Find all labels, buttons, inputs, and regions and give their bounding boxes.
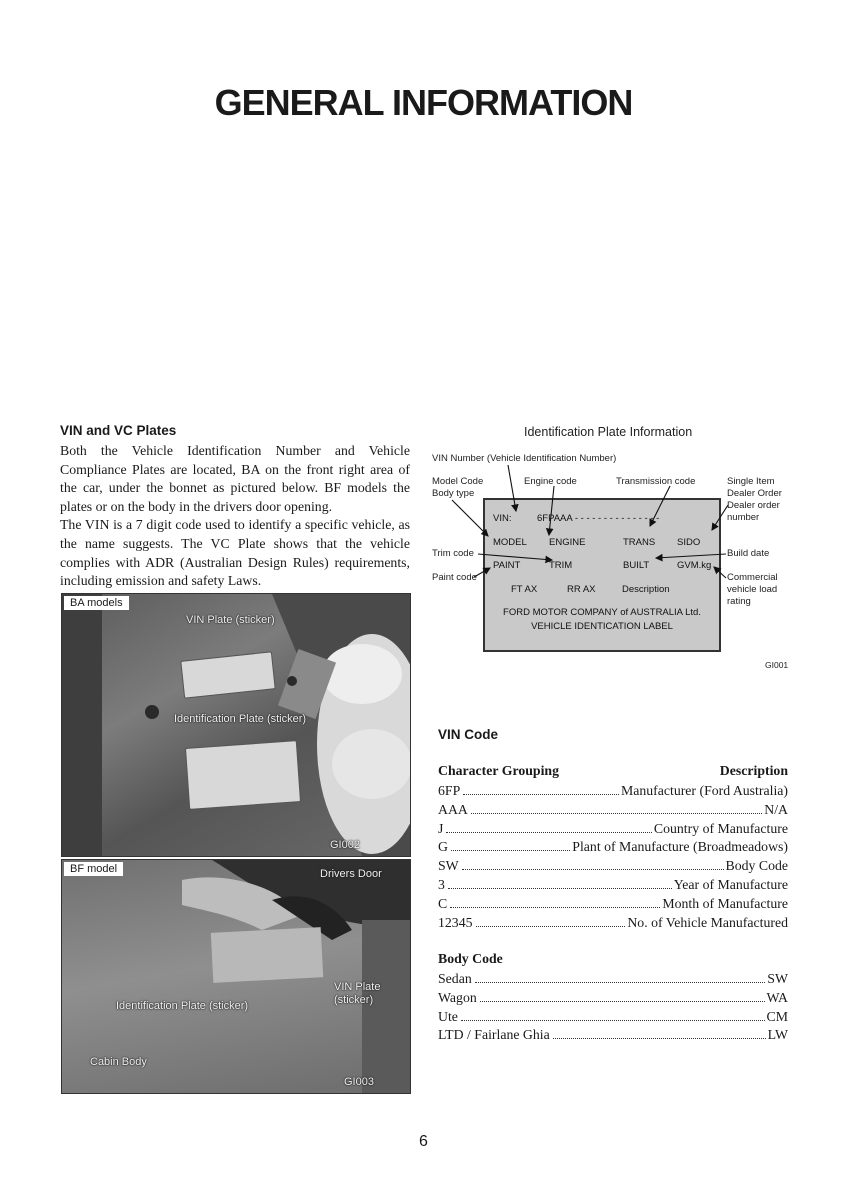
plate-paint: PAINT <box>493 560 521 571</box>
vin-code-row-description: Year of Manufacture <box>673 876 788 892</box>
plate-vin-value: 6FPAAA - - - - - - - - - - - - - - - <box>537 513 660 524</box>
photo-bf-code: GI003 <box>344 1076 374 1088</box>
identification-plate-sticker <box>185 740 301 810</box>
diagram-single-item-1: Single Item <box>727 476 775 487</box>
photo-ba-models <box>61 593 411 857</box>
vin-code-row <box>438 915 788 934</box>
photo-bf-label: BF model <box>64 862 123 876</box>
vin-code-row-description: Body Code <box>725 858 788 874</box>
body-code-row-description: WA <box>766 989 788 1005</box>
dot-leader <box>451 850 570 851</box>
dot-leader <box>450 907 660 908</box>
plate-ft-ax: FT AX <box>511 584 538 595</box>
diagram-trim-code-label: Trim code <box>432 548 474 559</box>
photo-bf-vin-plate-caption-2: (sticker) <box>334 994 374 1006</box>
dot-leader <box>553 1038 766 1039</box>
vin-code-row <box>438 858 788 877</box>
plate-model: MODEL <box>493 537 527 548</box>
photo-ba-code: GI002 <box>330 839 360 851</box>
vin-code-row-description: No. of Vehicle Manufactured <box>627 914 788 930</box>
vin-code-row-description: N/A <box>764 801 788 817</box>
body-code-row <box>438 971 788 990</box>
dot-leader <box>446 832 652 833</box>
vin-vc-text <box>60 442 410 591</box>
vin-code-table <box>438 763 788 933</box>
body-code-row <box>438 1009 788 1028</box>
dot-leader <box>475 982 766 983</box>
diagram-build-date-label: Build date <box>727 548 770 559</box>
photo-bf-drivers-door-caption: Drivers Door <box>320 868 382 880</box>
vin-code-row <box>438 783 788 802</box>
vin-code-row-code: J <box>438 820 444 836</box>
vin-code-row-description: Country of Manufacture <box>653 820 788 836</box>
diagram-engine-code-label: Engine code <box>524 476 577 487</box>
body-code-row <box>438 1027 788 1046</box>
dot-leader <box>463 794 619 795</box>
plate-description: Description <box>622 584 670 595</box>
vin-code-row <box>438 877 788 896</box>
dot-leader <box>462 869 724 870</box>
diagram-vin-number-label: VIN Number (Vehicle Identification Number) <box>432 453 617 464</box>
vin-code-row <box>438 839 788 858</box>
page-number: 6 <box>419 1133 428 1150</box>
dot-leader <box>448 888 672 889</box>
plate-label-text: VEHICLE IDENTICATION LABEL <box>531 621 673 632</box>
diagram-model-code-label: Model Code <box>432 476 484 487</box>
diagram-single-item-4: number <box>727 512 760 523</box>
vin-code-col-description: Description <box>719 763 788 778</box>
photo-bf-id-plate-caption: Identification Plate (sticker) <box>116 1000 249 1012</box>
vin-code-row <box>438 896 788 915</box>
identification-plate <box>483 498 721 652</box>
vin-code-row-code: SW <box>438 858 459 874</box>
vin-code-row-code: 6FP <box>438 783 461 798</box>
plate-company: FORD MOTOR COMPANY of AUSTRALIA Ltd. <box>503 607 701 618</box>
photo-ba-label: BA models <box>64 596 129 610</box>
plate-trans: TRANS <box>623 537 656 548</box>
diagram-single-item-2: Dealer Order <box>727 488 782 499</box>
vin-code-col-grouping: Character Grouping <box>438 763 559 778</box>
body-code-row-code: Sedan <box>438 971 472 986</box>
identification-plate-diagram <box>430 420 800 680</box>
photo-bf-vin-plate-caption-1: VIN Plate <box>334 981 381 993</box>
vin-code-row-code: 3 <box>438 876 445 892</box>
body-code-rows <box>438 971 788 1046</box>
vin-vc-heading: VIN and VC Plates <box>60 423 177 438</box>
body-code-row-description: LW <box>767 1027 788 1043</box>
photo-ba-id-plate-caption: Identification Plate (sticker) <box>174 713 307 725</box>
dot-leader <box>461 1020 765 1021</box>
vin-vc-paragraph-2: The VIN is a 7 digit code used to identify a specific vehicle, as the name suggests. The VC Plate shows that the vehicle complies with ADR (Australian Design Rules) requirements, including emission and safety Laws. <box>60 517 410 589</box>
body-code-row-code: LTD / Fairlane Ghia <box>438 1027 550 1043</box>
plate-trim: TRIM <box>549 560 573 571</box>
vin-code-row-code: AAA <box>438 801 468 817</box>
dot-leader <box>476 926 626 927</box>
body-code-heading <box>438 951 788 971</box>
body-code-table <box>438 951 788 1046</box>
vin-code-row <box>438 802 788 821</box>
body-code-row-code: Wagon <box>438 989 477 1005</box>
dot-leader <box>480 1001 765 1002</box>
diagram-commercial-3: rating <box>727 596 751 607</box>
vin-code-row-code: 12345 <box>438 914 473 930</box>
vin-code-row-description: Plant of Manufacture (Broadmeadows) <box>572 839 788 855</box>
vin-code-heading: VIN Code <box>438 727 499 742</box>
diagram-title: Identification Plate Information <box>524 425 693 439</box>
photo-ba-image <box>62 594 410 856</box>
plate-gvm: GVM.kg <box>677 560 712 571</box>
vin-code-rows <box>438 783 788 933</box>
vin-code-row-description: Month of Manufacture <box>662 895 788 911</box>
diagram-transmission-code-label: Transmission code <box>616 476 696 487</box>
diagram-paint-code-label: Paint code <box>432 572 477 583</box>
plate-built: BUILT <box>623 560 650 571</box>
plate-vin-label: VIN: <box>493 513 512 524</box>
body-code-row <box>438 990 788 1009</box>
photo-ba-vin-plate-caption: VIN Plate (sticker) <box>186 614 275 626</box>
plate-sido: SIDO <box>677 537 701 548</box>
photo-bf-model <box>61 859 411 1094</box>
plate-rr-ax: RR AX <box>567 584 596 595</box>
body-code-row-description: SW <box>767 971 788 986</box>
vin-code-row-code: C <box>438 895 448 911</box>
body-code-row-code: Ute <box>438 1008 458 1024</box>
diagram-commercial-2: vehicle load <box>727 584 778 595</box>
vin-code-row-code: G <box>438 839 448 855</box>
plate-engine: ENGINE <box>549 537 586 548</box>
vin-code-row-description: Manufacturer (Ford Australia) <box>620 783 788 798</box>
diagram-body-type-label: Body type <box>432 488 475 499</box>
diagram-code: GI001 <box>765 660 789 670</box>
vin-code-table-header <box>438 763 788 783</box>
dot-leader <box>471 813 762 814</box>
diagram-single-item-3: Dealer order <box>727 500 780 511</box>
body-code-heading-text: Body Code <box>438 951 503 966</box>
body-code-row-description: CM <box>766 1008 788 1024</box>
vin-code-row <box>438 821 788 840</box>
diagram-commercial-1: Commercial <box>727 572 778 583</box>
page-title: GENERAL INFORMATION <box>214 82 633 123</box>
vin-vc-paragraph-1: Both the Vehicle Identification Number and Vehicle Compliance Plates are located, BA on the front right area of the car, under the bonnet as pictured below. BF models the plates or on the body in the drivers door opening. <box>60 443 410 514</box>
photo-bf-cabin-body-caption: Cabin Body <box>90 1056 147 1068</box>
